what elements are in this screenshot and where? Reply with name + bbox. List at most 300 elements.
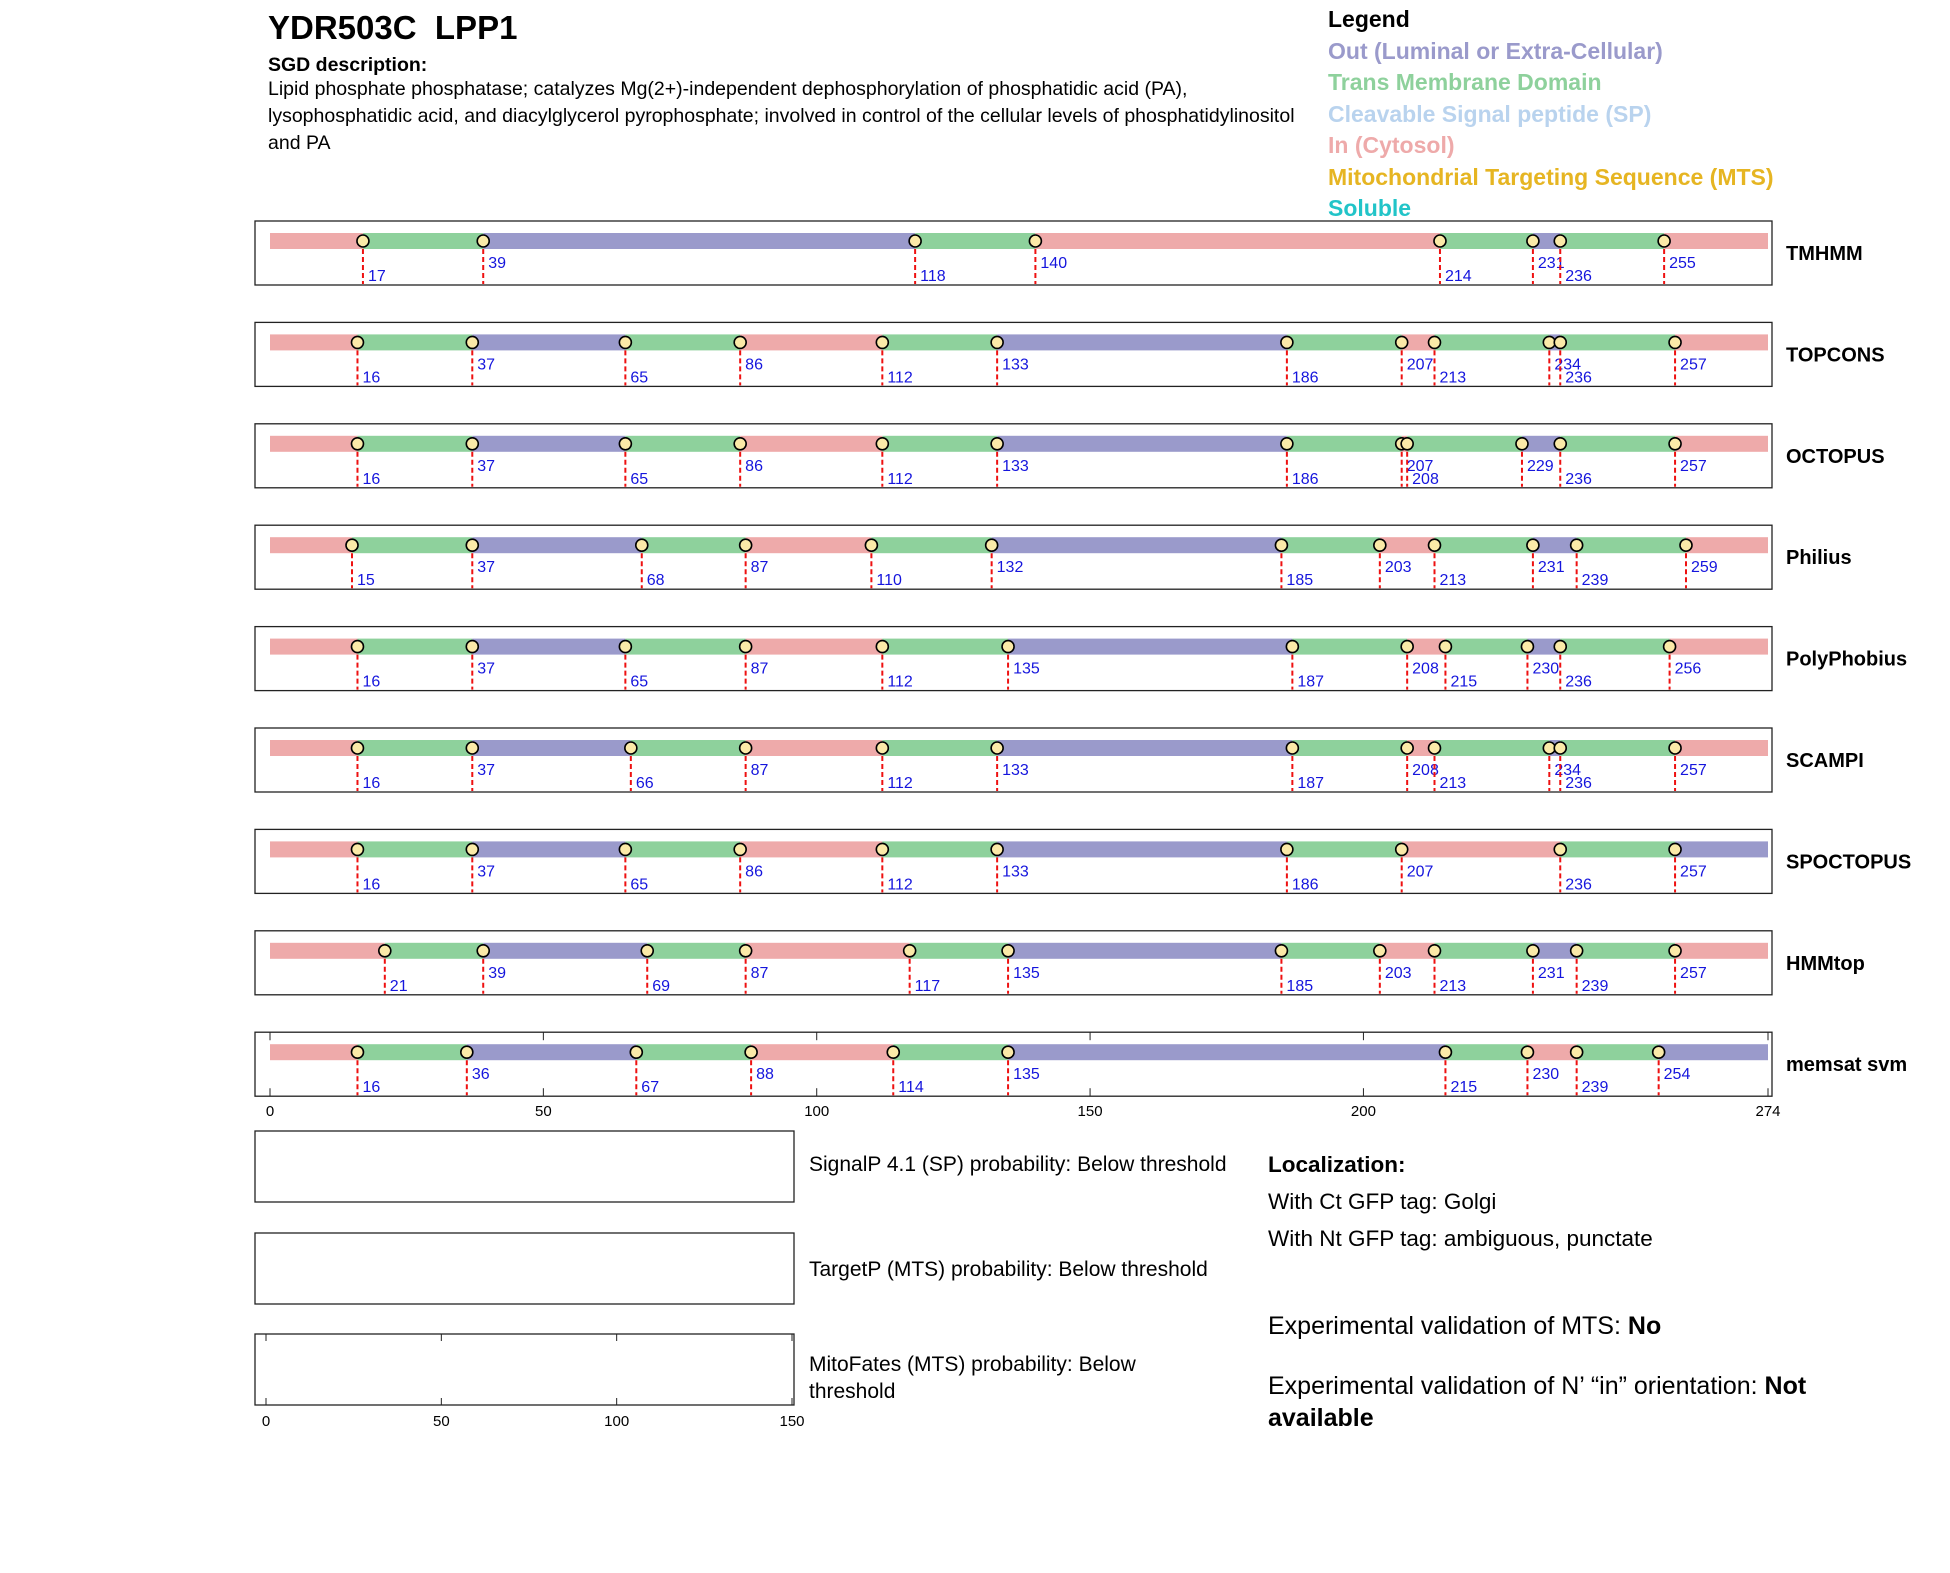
segment-tm [636, 1044, 751, 1060]
breakpoint-marker [991, 336, 1003, 348]
breakpoint-marker [1396, 843, 1408, 855]
segment-out [1675, 841, 1768, 857]
breakpoint-label: 112 [887, 673, 913, 691]
breakpoint-marker [1439, 641, 1451, 653]
segment-tm [625, 841, 740, 857]
breakpoint-marker [351, 742, 363, 754]
segment-tm [357, 436, 472, 452]
segment-tm [1445, 639, 1527, 655]
segment-tm [385, 943, 483, 959]
predictor-panel [255, 322, 1772, 386]
segment-tm [625, 639, 745, 655]
breakpoint-marker [1429, 336, 1441, 348]
breakpoint-marker [619, 843, 631, 855]
segment-in [270, 740, 357, 756]
segment-in [1675, 334, 1768, 350]
segment-in [746, 537, 872, 553]
breakpoint-label: 65 [630, 876, 649, 894]
legend-item-sp: Cleavable Signal peptide (SP) [1328, 100, 1652, 127]
breakpoint-marker [477, 945, 489, 957]
segment-tm [357, 639, 472, 655]
breakpoint-marker [641, 945, 653, 957]
predictor-name: memsat svm [1786, 1054, 1908, 1077]
legend-item-out: Out (Luminal or Extra-Cellular) [1328, 37, 1663, 64]
breakpoint-marker [1669, 336, 1681, 348]
breakpoint-label: 207 [1406, 863, 1434, 881]
mts-validation-value: No [1627, 1312, 1662, 1340]
breakpoint-label: 65 [630, 673, 649, 691]
breakpoint-marker [909, 235, 921, 247]
breakpoint-label: 135 [1013, 964, 1040, 982]
predictor-panel [255, 627, 1772, 691]
localization-nt: With Nt GFP tag: ambiguous, punctate [1268, 1226, 1653, 1251]
breakpoint-marker [1401, 742, 1413, 754]
breakpoint-marker [625, 742, 637, 754]
breakpoint-label: 16 [362, 876, 381, 894]
breakpoint-label: 118 [920, 268, 946, 285]
breakpoint-label: 229 [1526, 457, 1554, 475]
segment-tm [647, 943, 745, 959]
breakpoint-label: 186 [1291, 470, 1319, 488]
probability-panel [255, 1131, 794, 1202]
breakpoint-marker [1002, 1046, 1014, 1058]
segment-tm [352, 537, 472, 553]
breakpoint-marker [1286, 742, 1298, 754]
segment-in [746, 943, 910, 959]
segment-tm [625, 334, 740, 350]
breakpoint-marker [1554, 438, 1566, 450]
legend-title: Legend [1328, 6, 1410, 32]
segment-tm [1440, 233, 1533, 249]
localization-heading: Localization: [1268, 1152, 1406, 1177]
x-tick-label: 150 [1077, 1103, 1103, 1121]
breakpoint-label: 66 [635, 775, 654, 792]
breakpoint-marker [346, 539, 358, 551]
segment-tm [871, 537, 991, 553]
breakpoint-marker [745, 1046, 757, 1058]
breakpoint-marker [734, 336, 746, 348]
breakpoint-label: 236 [1565, 775, 1592, 792]
segment-tm [1560, 740, 1675, 756]
segment-in [740, 841, 882, 857]
predictor-panel [255, 424, 1772, 488]
nin-validation-label: Experimental validation of N’ “in” orientation: [1268, 1372, 1765, 1400]
segment-tm [625, 436, 740, 452]
breakpoint-label: 234 [1554, 356, 1582, 374]
breakpoint-marker [876, 336, 888, 348]
segment-in [1675, 740, 1768, 756]
segment-in [746, 639, 883, 655]
breakpoint-marker [1429, 539, 1441, 551]
breakpoint-marker [1275, 539, 1287, 551]
gene-title: YDR503C LPP1 [268, 9, 518, 46]
legend-item-in: In (Cytosol) [1328, 132, 1455, 158]
segment-in [1380, 943, 1435, 959]
breakpoint-label: 257 [1680, 964, 1707, 982]
segment-out [483, 233, 915, 249]
breakpoint-label: 186 [1291, 369, 1319, 387]
segment-out [997, 436, 1287, 452]
segment-in [1675, 943, 1768, 959]
breakpoint-marker [619, 336, 631, 348]
segment-tm [1560, 639, 1669, 655]
breakpoint-marker [1275, 945, 1287, 957]
breakpoint-marker [1669, 438, 1681, 450]
breakpoint-label: 15 [357, 572, 375, 590]
segment-tm [357, 1044, 466, 1060]
breakpoint-label: 213 [1439, 572, 1467, 590]
breakpoint-marker [1669, 945, 1681, 957]
segment-tm [1435, 334, 1550, 350]
breakpoint-label: 112 [887, 876, 913, 894]
breakpoint-label: 16 [362, 1079, 381, 1097]
segment-in [751, 1044, 893, 1060]
breakpoint-label: 65 [630, 369, 649, 387]
segment-out [472, 334, 625, 350]
segment-tm [882, 639, 1008, 655]
predictor-row-tmhmm [255, 221, 1863, 285]
breakpoint-label: 230 [1532, 1066, 1560, 1084]
breakpoint-marker [351, 438, 363, 450]
segment-in [270, 334, 357, 350]
localization-ct: With Ct GFP tag: Golgi [1268, 1189, 1497, 1214]
breakpoint-marker [1571, 539, 1583, 551]
breakpoint-marker [904, 945, 916, 957]
breakpoint-label: 234 [1554, 762, 1582, 779]
segment-out [1008, 943, 1281, 959]
mts-validation [1268, 1310, 1828, 1342]
breakpoint-marker [636, 539, 648, 551]
breakpoint-label: 69 [652, 977, 671, 995]
segment-in [270, 1044, 357, 1060]
predictor-name: OCTOPUS [1786, 445, 1885, 468]
breakpoint-marker [740, 539, 752, 551]
breakpoint-label: 86 [745, 457, 763, 475]
breakpoint-label: 37 [477, 559, 496, 577]
segment-in [1402, 841, 1561, 857]
sgd-description-text: Lipid phosphate phosphatase; catalyzes Mg(2+)-independent dephosphorylation of phosphatidic acid (PA), lysophosphatidic acid, and diacylglycerol pyrophosphate; involved in control of the cellular levels of phosphatidylinositol and PA [268, 78, 1295, 154]
breakpoint-label: 186 [1291, 876, 1319, 894]
breakpoint-marker [887, 1046, 899, 1058]
breakpoint-label: 215 [1450, 673, 1478, 691]
breakpoint-label: 135 [1013, 660, 1040, 678]
segment-out [1659, 1044, 1768, 1060]
breakpoint-marker [466, 641, 478, 653]
breakpoint-marker [1554, 235, 1566, 247]
segment-tm [642, 537, 746, 553]
predictor-row-topcons [255, 322, 1885, 386]
breakpoint-label: 257 [1680, 356, 1707, 374]
breakpoint-marker [466, 438, 478, 450]
nin-validation [1268, 1370, 1828, 1434]
breakpoint-marker [1029, 235, 1041, 247]
segment-tm [1287, 334, 1402, 350]
breakpoint-marker [865, 539, 877, 551]
predictor-panel [255, 728, 1772, 792]
predictor-name: Philius [1786, 547, 1852, 570]
breakpoint-marker [1527, 235, 1539, 247]
breakpoint-marker [1434, 235, 1446, 247]
segment-out [472, 639, 625, 655]
breakpoint-label: 239 [1581, 1079, 1609, 1097]
segment-tm [357, 740, 472, 756]
breakpoint-label: 87 [750, 660, 769, 678]
breakpoint-label: 254 [1663, 1066, 1691, 1084]
breakpoint-marker [1002, 641, 1014, 653]
breakpoint-label: 110 [876, 572, 902, 590]
breakpoint-marker [740, 641, 752, 653]
breakpoint-label: 36 [471, 1066, 490, 1084]
breakpoint-label: 185 [1286, 977, 1314, 995]
segment-out [997, 740, 1292, 756]
prob-tick-label: 50 [432, 1413, 450, 1430]
breakpoint-marker [1374, 945, 1386, 957]
breakpoint-label: 37 [477, 863, 496, 881]
predictor-row-octopus [255, 424, 1885, 488]
breakpoint-marker [1401, 641, 1413, 653]
segment-tm [1435, 537, 1533, 553]
segment-out [467, 1044, 636, 1060]
segment-tm [882, 841, 997, 857]
breakpoint-marker [351, 336, 363, 348]
segment-tm [1281, 537, 1379, 553]
breakpoint-marker [630, 1046, 642, 1058]
breakpoint-label: 88 [756, 1066, 774, 1084]
targetp-label: TargetP (MTS) probability: Below threshold [809, 1258, 1208, 1281]
probability-panels [255, 1131, 805, 1430]
segment-tm [882, 740, 997, 756]
breakpoint-marker [1286, 641, 1298, 653]
segment-tm [1287, 841, 1402, 857]
breakpoint-marker [461, 1046, 473, 1058]
prob-tick-label: 100 [604, 1413, 630, 1430]
predictor-name: PolyPhobius [1786, 648, 1908, 671]
breakpoint-label: 187 [1297, 775, 1325, 792]
breakpoint-label: 132 [996, 559, 1024, 577]
breakpoint-marker [1281, 438, 1293, 450]
breakpoint-label: 239 [1581, 572, 1609, 590]
nin-validation-value: Not available [1268, 1372, 1807, 1432]
breakpoint-marker [619, 438, 631, 450]
breakpoint-marker [1664, 641, 1676, 653]
breakpoint-marker [876, 641, 888, 653]
segment-tm [1577, 943, 1675, 959]
predictor-name: SPOCTOPUS [1786, 851, 1912, 874]
breakpoint-marker [876, 742, 888, 754]
segment-out [472, 537, 641, 553]
breakpoint-label: 185 [1286, 572, 1314, 590]
segment-in [1380, 537, 1435, 553]
breakpoint-label: 16 [362, 369, 381, 387]
breakpoint-marker [466, 539, 478, 551]
legend-item-mts: Mitochondrial Targeting Sequence (MTS) [1328, 163, 1774, 190]
breakpoint-label: 87 [750, 964, 769, 982]
breakpoint-label: 133 [1002, 863, 1029, 881]
breakpoint-marker [1281, 336, 1293, 348]
breakpoint-marker [1429, 945, 1441, 957]
breakpoint-marker [876, 843, 888, 855]
breakpoint-marker [1396, 336, 1408, 348]
legend-item-soluble: Soluble [1328, 195, 1412, 221]
prob-tick-label: 0 [261, 1413, 271, 1430]
breakpoint-label: 230 [1532, 660, 1560, 678]
breakpoint-marker [351, 843, 363, 855]
x-tick-label: 274 [1755, 1103, 1781, 1121]
breakpoint-marker [357, 235, 369, 247]
breakpoint-label: 21 [389, 977, 408, 995]
segment-out [472, 740, 631, 756]
breakpoint-label: 236 [1565, 470, 1592, 488]
breakpoint-label: 133 [1002, 356, 1029, 374]
predictor-row-polyphobius [255, 627, 1907, 691]
predictor-panel [255, 525, 1772, 589]
breakpoint-label: 39 [488, 964, 507, 982]
breakpoint-label: 213 [1439, 977, 1467, 995]
breakpoint-label: 37 [477, 660, 496, 678]
segment-tm [1435, 943, 1533, 959]
breakpoint-label: 17 [367, 268, 386, 285]
breakpoint-label: 112 [887, 775, 913, 792]
breakpoint-marker [1571, 1046, 1583, 1058]
breakpoint-label: 203 [1384, 964, 1412, 982]
predictor-name: TOPCONS [1786, 344, 1885, 367]
breakpoint-label: 213 [1439, 775, 1467, 792]
breakpoint-label: 135 [1013, 1066, 1040, 1084]
probability-panel [255, 1334, 794, 1405]
predictor-name: HMMtop [1786, 952, 1865, 975]
breakpoint-label: 207 [1406, 356, 1434, 374]
breakpoint-marker [379, 945, 391, 957]
segment-in [1675, 436, 1768, 452]
segment-in [1527, 1044, 1576, 1060]
breakpoint-label: 214 [1444, 268, 1472, 285]
breakpoint-label: 86 [745, 863, 763, 881]
breakpoint-marker [734, 843, 746, 855]
predictor-row-philius [255, 525, 1852, 589]
segment-tm [363, 233, 483, 249]
breakpoint-label: 37 [477, 356, 496, 374]
breakpoint-marker [1653, 1046, 1665, 1058]
breakpoint-marker [991, 438, 1003, 450]
breakpoint-label: 257 [1680, 457, 1707, 475]
breakpoint-label: 16 [362, 673, 381, 691]
breakpoint-label: 236 [1565, 369, 1592, 387]
segment-out [997, 334, 1287, 350]
segment-in [1686, 537, 1768, 553]
segment-in [1035, 233, 1440, 249]
segment-out [483, 943, 647, 959]
segment-tm [1577, 537, 1686, 553]
breakpoint-label: 236 [1565, 876, 1592, 894]
breakpoint-marker [991, 843, 1003, 855]
x-tick-label: 0 [265, 1103, 275, 1121]
predictor-row-spoctopus [255, 829, 1911, 893]
breakpoint-label: 208 [1412, 470, 1439, 488]
breakpoint-label: 231 [1537, 559, 1565, 577]
segment-tm [1287, 436, 1402, 452]
mts-validation-label: Experimental validation of MTS: [1268, 1312, 1628, 1340]
segment-in [1670, 639, 1768, 655]
breakpoint-marker [1281, 843, 1293, 855]
breakpoint-marker [466, 336, 478, 348]
breakpoint-label: 140 [1040, 255, 1068, 272]
breakpoint-label: 16 [362, 470, 381, 488]
segment-in [270, 436, 357, 452]
breakpoint-label: 87 [750, 762, 769, 779]
breakpoint-marker [1571, 945, 1583, 957]
breakpoint-marker [1680, 539, 1692, 551]
breakpoint-label: 37 [477, 762, 496, 779]
x-tick-label: 50 [535, 1103, 552, 1121]
breakpoint-label: 87 [750, 559, 769, 577]
predictor-row-scampi [255, 728, 1864, 792]
predictor-row-hmmtop [255, 931, 1865, 995]
segment-tm [882, 436, 997, 452]
segment-out [472, 841, 625, 857]
breakpoint-label: 112 [887, 369, 913, 387]
segment-tm [631, 740, 746, 756]
predictor-name: SCAMPI [1786, 750, 1864, 772]
breakpoint-label: 236 [1565, 673, 1592, 691]
segment-in [746, 740, 883, 756]
segment-tm [1435, 740, 1550, 756]
segment-tm [882, 334, 997, 350]
breakpoint-marker [1521, 1046, 1533, 1058]
breakpoint-marker [734, 438, 746, 450]
segment-in [270, 537, 352, 553]
segment-tm [1292, 639, 1407, 655]
segment-tm [357, 841, 472, 857]
mitofates-label: MitoFates (MTS) probability: Below threshold [809, 1353, 1136, 1403]
segment-tm [1281, 943, 1379, 959]
breakpoint-label: 16 [362, 775, 381, 792]
breakpoint-marker [1429, 742, 1441, 754]
segment-tm [893, 1044, 1008, 1060]
breakpoint-label: 208 [1412, 660, 1439, 678]
breakpoint-marker [740, 742, 752, 754]
probability-panel [255, 1233, 794, 1304]
segment-in [740, 334, 882, 350]
breakpoint-label: 39 [488, 255, 507, 272]
breakpoint-label: 112 [887, 470, 913, 488]
breakpoint-label: 133 [1002, 457, 1029, 475]
prob-tick-label: 150 [779, 1413, 805, 1430]
segment-out [1008, 1044, 1445, 1060]
breakpoint-marker [876, 438, 888, 450]
breakpoint-label: 203 [1384, 559, 1412, 577]
segment-in [270, 943, 385, 959]
breakpoint-marker [1439, 1046, 1451, 1058]
breakpoint-label: 187 [1297, 673, 1325, 691]
segment-tm [1560, 334, 1675, 350]
breakpoint-marker [986, 539, 998, 551]
breakpoint-marker [1554, 742, 1566, 754]
breakpoint-label: 208 [1412, 762, 1439, 779]
segment-tm [910, 943, 1008, 959]
breakpoint-marker [1374, 539, 1386, 551]
breakpoint-label: 86 [745, 356, 763, 374]
segment-out [1008, 639, 1292, 655]
breakpoint-marker [1516, 438, 1528, 450]
breakpoint-label: 117 [914, 977, 941, 995]
sgd-description-heading: SGD description: [268, 54, 428, 76]
predictor-panel [255, 1032, 1772, 1096]
segment-tm [1560, 436, 1675, 452]
segment-tm [1560, 841, 1675, 857]
breakpoint-marker [1527, 539, 1539, 551]
segment-tm [1577, 1044, 1659, 1060]
breakpoint-label: 231 [1537, 255, 1565, 272]
